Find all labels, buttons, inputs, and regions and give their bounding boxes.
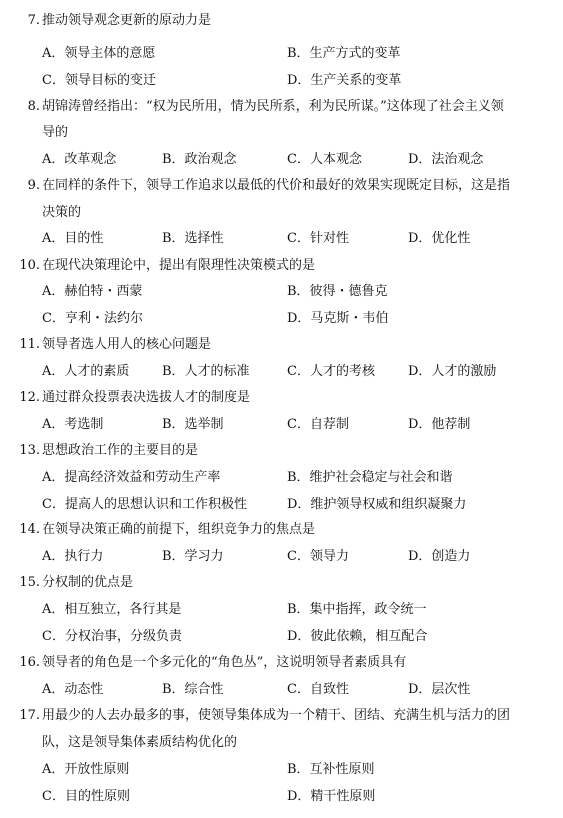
option-a: A．相互独立，各行其是 [42,602,182,617]
question-number: 17. [19,708,40,723]
question-text: 在同样的条件下，领导工作追求以最低的代价和最好的效果实现既定目标，这是指 [42,178,511,193]
option-d: D．彼此依赖，相互配合 [287,629,428,644]
question-text-continued: 队，这是领导集体素质结构优化的 [42,735,238,750]
option-c: C．亨利・法约尔 [42,311,143,326]
option-b: B．生产方式的变革 [287,46,401,61]
question-number: 8. [27,99,40,114]
option-a: A．提高经济效益和劳动生产率 [42,470,221,485]
question-number: 13. [19,443,40,458]
option-d: D．创造力 [408,549,471,564]
question-text: 推动领导观念更新的原动力是 [42,13,212,28]
option-a: A．考选制 [42,417,104,432]
option-d: D．他荐制 [408,417,471,432]
option-b: B．集中指挥，政令统一 [287,602,427,617]
option-a: A．动态性 [42,682,104,697]
option-c: C．领导力 [287,549,349,564]
question-text-continued: 决策的 [42,205,82,220]
option-a: A．目的性 [42,231,104,246]
question-number: 10. [19,258,40,273]
option-c: C．人本观念 [287,152,362,167]
option-d: D．精干性原则 [287,789,376,804]
question-number: 16. [19,655,40,670]
option-b: B．综合性 [162,682,224,697]
option-b: B．人才的标准 [162,364,250,379]
option-d: D．维护领导权威和组织凝聚力 [287,497,467,512]
option-c: C．领导目标的变迁 [42,73,156,88]
question-text: 用最少的人去办最多的事，使领导集体成为一个精干、团结、充满生机与活力的团 [42,708,511,723]
question-text: 思想政治工作的主要目的是 [42,443,199,458]
option-b: B．学习力 [162,549,224,564]
question-text: 领导者选人用人的核心问题是 [42,337,212,352]
option-d: D．法治观念 [408,152,484,167]
option-a: A．改革观念 [42,152,117,167]
option-c: C．提高人的思想认识和工作积极性 [42,497,247,512]
question-text: 胡锦涛曾经指出：“权为民所用，情为民所系，利为民所谋。”这体现了社会主义领 [42,99,504,114]
option-c: C．自致性 [287,682,349,697]
question-text: 领导者的角色是一个多元化的“角色丛”，这说明领导者素质具有 [42,655,407,670]
question-text: 在现代决策理论中，提出有限理性决策模式的是 [42,258,316,273]
option-d: D．优化性 [408,231,471,246]
question-number: 7. [27,13,40,28]
option-d: D．人才的激励 [408,364,497,379]
option-c: C．分权治事，分级负责 [42,629,182,644]
question-number: 15. [19,575,40,590]
question-text: 通过群众投票表决选拔人才的制度是 [42,390,251,405]
option-d: D．层次性 [408,682,471,697]
option-a: A．赫伯特・西蒙 [42,284,143,299]
question-number: 9. [27,178,40,193]
option-b: B．政治观念 [162,152,237,167]
option-c: C．针对性 [287,231,349,246]
option-b: B．互补性原则 [287,762,375,777]
option-b: B．选举制 [162,417,224,432]
question-text: 在领导决策正确的前提下，组织竞争力的焦点是 [42,522,316,537]
option-c: C．人才的考核 [287,364,375,379]
option-d: D．马克斯・韦伯 [287,311,389,326]
option-a: A．人才的素质 [42,364,130,379]
option-b: B．选择性 [162,231,224,246]
option-a: A．执行力 [42,549,104,564]
option-d: D．生产关系的变革 [287,73,402,88]
option-c: C．目的性原则 [42,789,130,804]
question-number: 12. [19,390,40,405]
question-number: 11. [19,337,40,352]
option-a: A．开放性原则 [42,762,130,777]
question-text: 分权制的优点是 [42,575,134,590]
option-b: B．维护社会稳定与社会和谐 [287,470,453,485]
option-c: C．自荐制 [287,417,349,432]
question-number: 14. [19,522,40,537]
question-text-continued: 导的 [42,125,69,140]
option-b: B．彼得・德鲁克 [287,284,388,299]
option-a: A．领导主体的意愿 [42,46,156,61]
